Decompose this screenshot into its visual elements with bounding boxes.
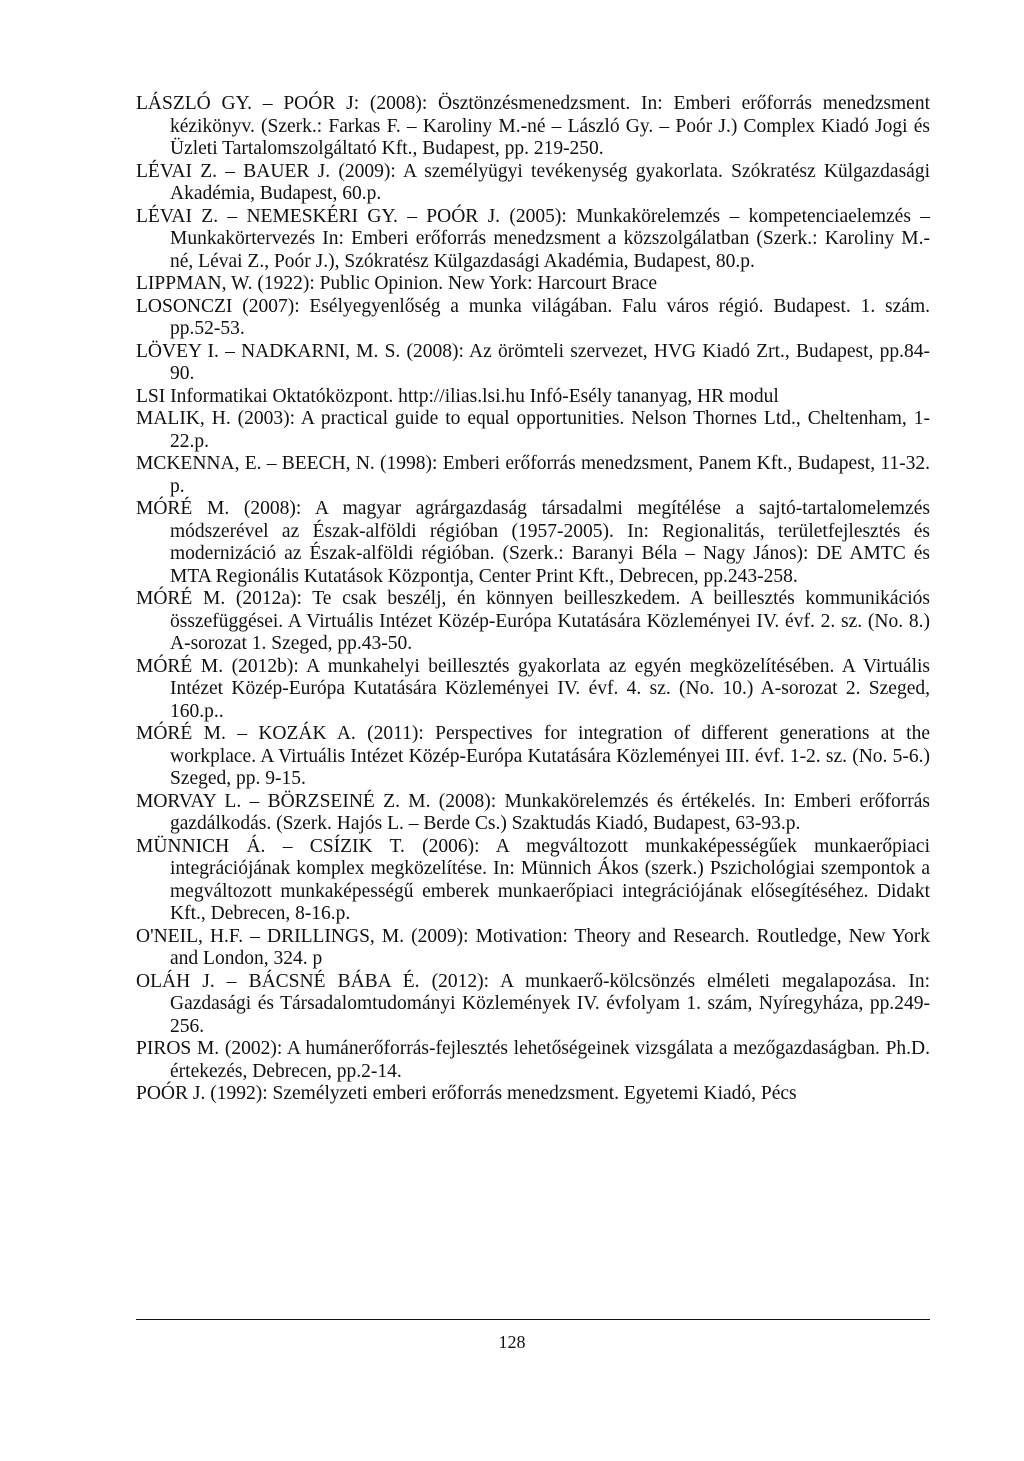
- reference-entry: LÖVEY I. – NADKARNI, M. S. (2008): Az örömteli szervezet, HVG Kiadó Zrt., Budapest, pp.84-90.: [136, 340, 930, 384]
- reference-entry: PIROS M. (2002): A humánerőforrás-fejlesztés lehetőségeinek vizsgálata a mezőgazdaságban. Ph.D. értekezés, Debrecen, pp.2-14.: [136, 1038, 930, 1082]
- reference-entry: OLÁH J. – BÁCSNÉ BÁBA É. (2012): A munkaerő-kölcsönzés elméleti megalapozása. In: Gazdasági és Társadalomtudományi Közlemények IV. évfolyam 1. szám, Nyíregyháza, pp.249-256.: [136, 970, 930, 1037]
- page-number: 128: [498, 1332, 526, 1352]
- reference-entry: POÓR J. (1992): Személyzeti emberi erőforrás menedzsment. Egyetemi Kiadó, Pécs: [136, 1083, 797, 1104]
- reference-entry: MÓRÉ M. (2012b): A munkahelyi beillesztés gyakorlata az egyén megközelítésében. A Virtuális Intézet Közép-Európa Kutatására Közleményei IV. évf. 4. sz. (No. 10.) A-sorozat 2. Szeged, 160.p..: [136, 655, 930, 722]
- reference-entry: LÉVAI Z. – NEMESKÉRI GY. – POÓR J. (2005): Munkakörelemzés – kompetenciaelemzés – Munkakörtervezés In: Emberi erőforrás menedzsment a közszolgálatban (Szerk.: Karoliny M.-né, Lévai Z., Poór J.), Szókratész Külgazdasági Akadémia, Budapest, 80.p.: [136, 205, 930, 272]
- footer-divider: [136, 1319, 930, 1320]
- reference-entry: LÁSZLÓ GY. – POÓR J: (2008): Ösztönzésmenedzsment. In: Emberi erőforrás menedzsment kézikönyv. (Szerk.: Farkas F. – Karoliny M.-né – László Gy. – Poór J.) Complex Kiadó Jogi és Üzleti Tartalomszolgáltató Kft., Budapest, pp. 219-250.: [136, 93, 930, 159]
- reference-entry: LSI Informatikai Oktatóközpont. http://ilias.lsi.hu Infó-Esély tananyag, HR modul: [136, 385, 779, 407]
- reference-entry: MÜNNICH Á. – CSÍZIK T. (2006): A megváltozott munkaképességűek munkaerőpiaci integrációjának komplex megközelítése. In: Münnich Ákos (szerk.) Pszichológiai szempontok a megváltozott munkaképességű emberek munkaerőpiaci integrációjának elősegítéséhez. Didakt Kft., Debrecen, 8-16.p.: [136, 835, 930, 924]
- reference-entry: LIPPMAN, W. (1922): Public Opinion. New York: Harcourt Brace: [136, 273, 658, 294]
- reference-entry: LÉVAI Z. – BAUER J. (2009): A személyügyi tevékenység gyakorlata. Szókratész Külgazdasági Akadémia, Budapest, 60.p.: [136, 160, 930, 204]
- reference-entry: MÓRÉ M. – KOZÁK A. (2011): Perspectives for integration of different generations at the workplace. A Virtuális Intézet Közép-Európa Kutatására Közleményei III. évf. 1-2. sz. (No. 5-6.) Szeged, pp. 9-15.: [136, 723, 930, 789]
- reference-entry: LOSONCZI (2007): Esélyegyenlőség a munka világában. Falu város régió. Budapest. 1. szám. pp.52-53.: [136, 295, 930, 339]
- reference-list: [136, 93, 930, 1106]
- reference-entry: O'NEIL, H.F. – DRILLINGS, M. (2009): Motivation: Theory and Research. Routledge, New York and London, 324. p: [136, 925, 930, 969]
- reference-entry: MALIK, H. (2003): A practical guide to equal opportunities. Nelson Thornes Ltd., Cheltenham, 1-22.p.: [136, 408, 930, 452]
- reference-entry: MÓRÉ M. (2012a): Te csak beszélj, én könnyen beilleszkedem. A beillesztés kommunikációs összefüggései. A Virtuális Intézet Közép-Európa Kutatására Közleményei IV. évf. 2. sz. (No. 8.) A-sorozat 1. Szeged, pp.43-50.: [136, 588, 930, 654]
- reference-entry: MCKENNA, E. – BEECH, N. (1998): Emberi erőforrás menedzsment, Panem Kft., Budapest, 11-32. p.: [136, 453, 930, 497]
- reference-entry: MORVAY L. – BÖRZSEINÉ Z. M. (2008): Munkakörelemzés és értékelés. In: Emberi erőforrás gazdálkodás. (Szerk. Hajós L. – Berde Cs.) Szaktudás Kiadó, Budapest, 63-93.p.: [136, 790, 930, 834]
- reference-entry: MÓRÉ M. (2008): A magyar agrárgazdaság társadalmi megítélése a sajtó-tartalomelemzés módszerével az Észak-alföldi régióban (1957-2005). In: Regionalitás, területfejlesztés és modernizáció az Észak-alföldi régióban. (Szerk.: Baranyi Béla – Nagy János): DE AMTC és MTA Regionális Kutatások Központja, Center Print Kft., Debrecen, pp.243-258.: [136, 498, 930, 587]
